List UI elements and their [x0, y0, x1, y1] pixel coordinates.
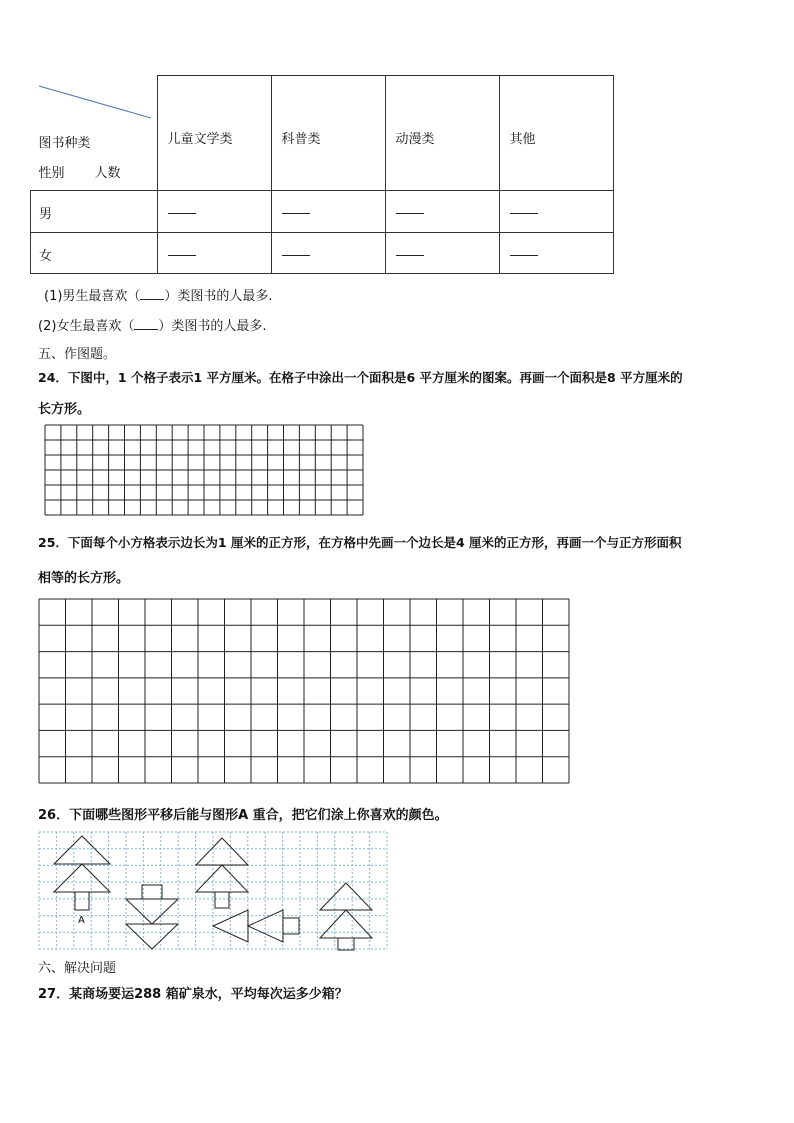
table-row [31, 233, 614, 274]
book-survey-table [30, 75, 614, 274]
translation-figure [38, 830, 390, 952]
tree-shape-c[interactable] [320, 883, 372, 950]
answer-cell[interactable] [271, 191, 385, 233]
question-27: 27．某商场要运288 箱矿泉水，平均每次运多少箱？ [38, 987, 348, 1002]
section-six-title: 六、解决问题 [38, 961, 117, 976]
column-header: 动漫类 [385, 76, 499, 191]
row-label-male: 男 [31, 191, 158, 233]
answer-cell[interactable] [499, 233, 613, 274]
answer-cell[interactable] [499, 191, 613, 233]
diagonal-divider [37, 84, 157, 120]
question-25-line2: 相等的长方形。 [38, 571, 130, 586]
question-1: (1)男生最喜欢（ ）类图书的人最多. [44, 289, 273, 304]
column-header: 其他 [499, 76, 613, 191]
row-label-female: 女 [31, 233, 158, 274]
answer-cell[interactable] [385, 191, 499, 233]
answer-blank[interactable] [140, 287, 164, 300]
grid-25[interactable] [38, 598, 572, 786]
figure-a-label: A [78, 915, 85, 926]
answer-blank[interactable] [134, 317, 158, 330]
header-count-label: 人数 [94, 165, 121, 181]
table-row [31, 191, 614, 233]
section-five-title: 五、作图题。 [38, 347, 117, 362]
question-25-line1: 25．下面每个小方格表示边长为1 厘米的正方形，在方格中先画一个边长是4 厘米的正方形，再画一个与正方形面积 [38, 535, 682, 550]
question-2: (2)女生最喜欢（ ）类图书的人最多. [38, 319, 267, 334]
header-gender-label: 性别 [38, 165, 65, 181]
question-24-line1: 24．下图中，1 个格子表示1 平方厘米。在格子中涂出一个面积是6 平方厘米的图案。再画一个面积是8 平方厘米的 [38, 370, 683, 385]
grid-24[interactable] [44, 423, 366, 519]
sideways-tree-shape[interactable] [213, 910, 299, 942]
header-category-label: 图书种类 [38, 135, 91, 151]
tree-shape-a[interactable] [54, 836, 110, 910]
question-26: 26．下面哪些图形平移后能与图形A 重合，把它们涂上你喜欢的颜色。 [38, 808, 448, 823]
column-header: 儿童文学类 [157, 76, 271, 191]
question-24-line2: 长方形。 [38, 402, 91, 417]
answer-cell[interactable] [271, 233, 385, 274]
answer-cell[interactable] [157, 233, 271, 274]
answer-cell[interactable] [385, 233, 499, 274]
column-header: 科普类 [271, 76, 385, 191]
answer-cell[interactable] [157, 191, 271, 233]
inverted-tree-shape[interactable] [126, 885, 178, 949]
table-header-corner [31, 76, 158, 191]
